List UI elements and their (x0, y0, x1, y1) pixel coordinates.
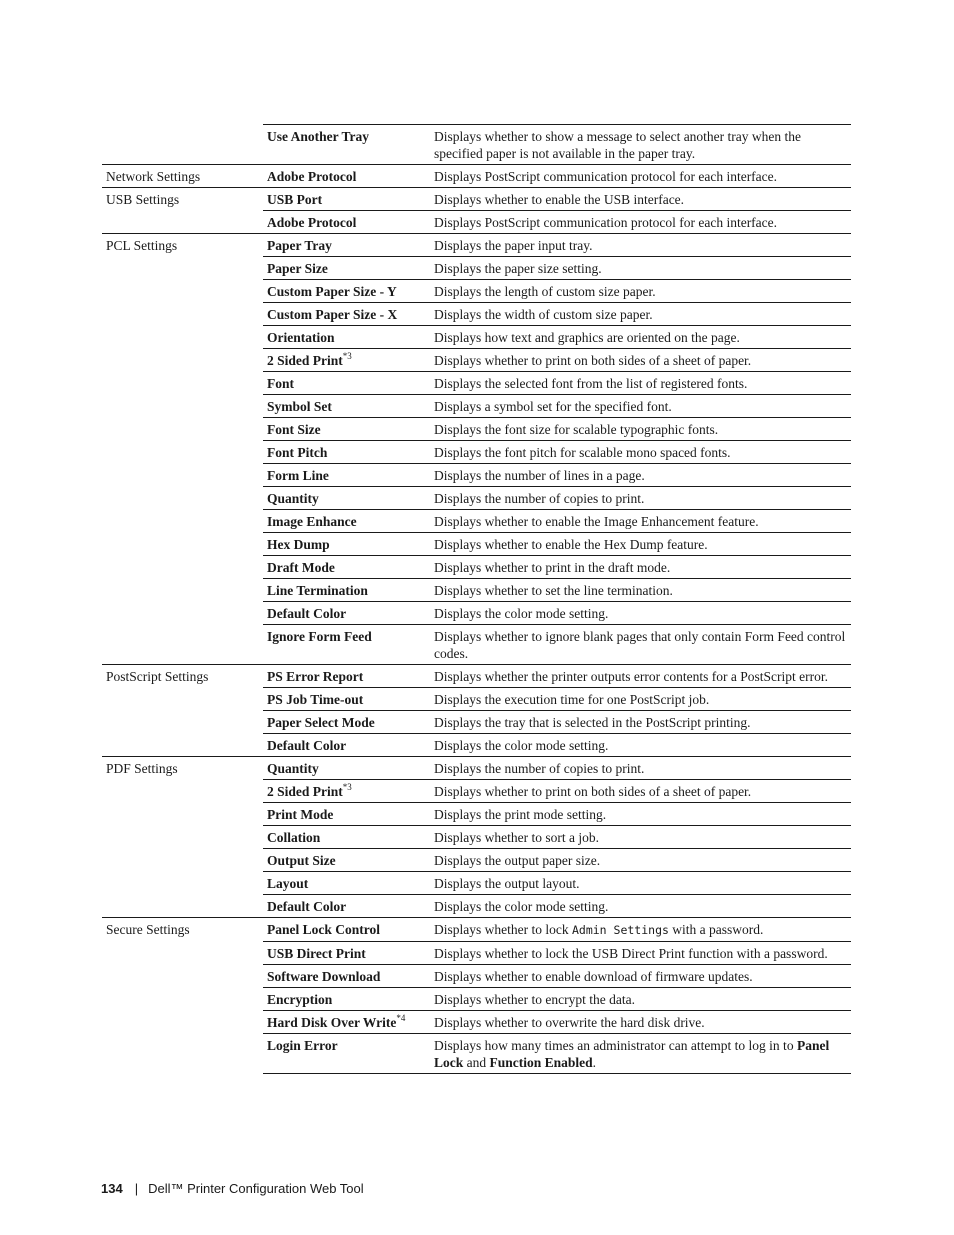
setting-item-cell (263, 326, 430, 349)
setting-item-label: Ignore Form Feed (267, 629, 372, 644)
setting-item-label: Image Enhance (267, 514, 357, 529)
footer-separator: | (134, 1181, 139, 1196)
table-row (102, 188, 851, 211)
table-row (102, 895, 851, 918)
setting-description-cell: Displays whether to show a message to select another tray when the specified paper is not available in the paper tray. (430, 125, 851, 165)
setting-item-label: Quantity (267, 491, 319, 506)
setting-item-cell (263, 533, 430, 556)
setting-description-cell: Displays the number of copies to print. (430, 487, 851, 510)
setting-group-cell (102, 1011, 263, 1034)
setting-group-cell (102, 441, 263, 464)
table-row (102, 918, 851, 942)
setting-description-cell: Displays PostScript communication protocol for each interface. (430, 165, 851, 188)
setting-description-cell: Displays whether to encrypt the data. (430, 988, 851, 1011)
setting-group-cell (102, 395, 263, 418)
table-row (102, 464, 851, 487)
setting-item-label: PS Error Report (267, 669, 364, 684)
setting-item-label: Quantity (267, 761, 319, 776)
setting-description-cell: Displays the color mode setting. (430, 734, 851, 757)
setting-item-label: Font Size (267, 422, 321, 437)
setting-item-label: Default Color (267, 606, 347, 621)
setting-group-cell: USB Settings (102, 188, 263, 211)
table-row (102, 734, 851, 757)
setting-description-cell: Displays whether to enable the Hex Dump feature. (430, 533, 851, 556)
setting-description-cell: Displays the paper input tray. (430, 234, 851, 257)
emphasis-text: Function Enabled (489, 1055, 593, 1070)
description-text: Displays whether to lock (434, 922, 572, 937)
setting-description-cell (430, 1034, 851, 1074)
setting-group-cell (102, 464, 263, 487)
setting-description-cell: Displays the output layout. (430, 872, 851, 895)
setting-description-cell: Displays the selected font from the list of registered fonts. (430, 372, 851, 395)
setting-item-cell (263, 780, 430, 803)
setting-description-cell: Displays how text and graphics are oriented on the page. (430, 326, 851, 349)
setting-item-label: Adobe Protocol (267, 169, 357, 184)
code-text: Admin Settings (571, 923, 669, 937)
setting-item-label: Custom Paper Size - Y (267, 284, 397, 299)
table-row (102, 125, 851, 165)
setting-item-label: Use Another Tray (267, 129, 370, 144)
setting-item-cell (263, 688, 430, 711)
footer-title: Dell™ Printer Configuration Web Tool (148, 1181, 364, 1196)
setting-group-cell (102, 487, 263, 510)
table-row (102, 257, 851, 280)
table-row (102, 757, 851, 780)
setting-description-cell: Displays the number of copies to print. (430, 757, 851, 780)
setting-group-cell (102, 711, 263, 734)
setting-item-cell (263, 826, 430, 849)
setting-item-cell (263, 965, 430, 988)
table-row (102, 988, 851, 1011)
table-row (102, 395, 851, 418)
setting-item-cell (263, 734, 430, 757)
table-row (102, 688, 851, 711)
setting-item-cell (263, 1011, 430, 1034)
setting-group-cell (102, 510, 263, 533)
setting-group-cell: Secure Settings (102, 918, 263, 942)
setting-description-cell: Displays the color mode setting. (430, 895, 851, 918)
setting-item-label: Collation (267, 830, 321, 845)
setting-description-cell: Displays whether the printer outputs error contents for a PostScript error. (430, 665, 851, 688)
setting-item-cell (263, 579, 430, 602)
table-row (102, 1011, 851, 1034)
setting-description-cell: Displays the color mode setting. (430, 602, 851, 625)
setting-item-cell (263, 303, 430, 326)
setting-item-label: Draft Mode (267, 560, 335, 575)
setting-item-label: Form Line (267, 468, 329, 483)
setting-item-cell (263, 803, 430, 826)
setting-item-cell (263, 711, 430, 734)
setting-item-label: Symbol Set (267, 399, 332, 414)
setting-group-cell (102, 942, 263, 965)
setting-description-cell: Displays the length of custom size paper. (430, 280, 851, 303)
setting-description-cell: Displays whether to sort a job. (430, 826, 851, 849)
setting-description-cell: Displays the output paper size. (430, 849, 851, 872)
setting-description-cell: Displays the font size for scalable typographic fonts. (430, 418, 851, 441)
table-row (102, 665, 851, 688)
table-row (102, 803, 851, 826)
setting-group-cell (102, 625, 263, 665)
setting-item-cell (263, 441, 430, 464)
setting-item-label: Panel Lock Control (267, 922, 381, 937)
setting-group-cell (102, 326, 263, 349)
table-row (102, 510, 851, 533)
setting-group-cell (102, 280, 263, 303)
setting-description-cell: Displays the width of custom size paper. (430, 303, 851, 326)
setting-item-cell (263, 372, 430, 395)
table-row (102, 303, 851, 326)
setting-group-cell (102, 965, 263, 988)
table-row (102, 349, 851, 372)
setting-group-cell (102, 734, 263, 757)
setting-description-cell: Displays the print mode setting. (430, 803, 851, 826)
setting-item-cell (263, 349, 430, 372)
setting-description-cell: Displays the number of lines in a page. (430, 464, 851, 487)
setting-group-cell (102, 895, 263, 918)
setting-item-cell (263, 556, 430, 579)
setting-description-cell: Displays whether to enable the USB interface. (430, 188, 851, 211)
setting-item-cell (263, 849, 430, 872)
setting-group-cell (102, 602, 263, 625)
setting-description-cell: Displays PostScript communication protocol for each interface. (430, 211, 851, 234)
setting-item-cell (263, 510, 430, 533)
setting-item-label: Line Termination (267, 583, 368, 598)
table-row (102, 711, 851, 734)
setting-group-cell (102, 826, 263, 849)
setting-description-cell: Displays whether to enable download of firmware updates. (430, 965, 851, 988)
setting-description-cell: Displays a symbol set for the specified font. (430, 395, 851, 418)
table-row (102, 942, 851, 965)
table-row (102, 849, 851, 872)
setting-item-label: Font (267, 376, 294, 391)
setting-item-cell (263, 395, 430, 418)
setting-group-cell (102, 372, 263, 395)
setting-item-cell (263, 942, 430, 965)
setting-item-label: Encryption (267, 992, 333, 1007)
setting-item-label: Adobe Protocol (267, 215, 357, 230)
setting-group-cell (102, 418, 263, 441)
setting-item-cell (263, 188, 430, 211)
description-text: Displays how many times an administrator can attempt to log in to (434, 1038, 797, 1053)
setting-group-cell (102, 688, 263, 711)
setting-group-cell: PDF Settings (102, 757, 263, 780)
emphasis-text: Panel Lock (434, 1038, 830, 1070)
table-row (102, 965, 851, 988)
setting-item-label: Paper Tray (267, 238, 332, 253)
setting-group-cell (102, 872, 263, 895)
table-row (102, 579, 851, 602)
settings-table (102, 124, 851, 1074)
setting-description-cell: Displays the execution time for one PostScript job. (430, 688, 851, 711)
setting-description-cell: Displays whether to enable the Image Enhancement feature. (430, 510, 851, 533)
setting-description-cell (430, 918, 851, 942)
setting-item-label: Font Pitch (267, 445, 328, 460)
setting-item-cell (263, 234, 430, 257)
setting-group-cell (102, 211, 263, 234)
description-text: with a password. (668, 922, 764, 937)
setting-description-cell: Displays whether to lock the USB Direct Print function with a password. (430, 942, 851, 965)
setting-item-label: Custom Paper Size - X (267, 307, 398, 322)
setting-item-cell (263, 665, 430, 688)
table-row (102, 826, 851, 849)
setting-group-cell (102, 125, 263, 165)
setting-group-cell: PostScript Settings (102, 665, 263, 688)
setting-group-cell (102, 303, 263, 326)
table-row (102, 165, 851, 188)
setting-item-cell (263, 418, 430, 441)
setting-group-cell (102, 556, 263, 579)
table-row (102, 326, 851, 349)
setting-item-cell (263, 464, 430, 487)
setting-item-cell (263, 1034, 430, 1074)
setting-item-cell (263, 602, 430, 625)
setting-item-cell (263, 918, 430, 942)
setting-description-cell: Displays whether to print on both sides of a sheet of paper. (430, 349, 851, 372)
setting-group-cell (102, 533, 263, 556)
setting-description-cell: Displays the tray that is selected in the PostScript printing. (430, 711, 851, 734)
setting-item-label: Orientation (267, 330, 335, 345)
footnote-marker: *3 (342, 351, 352, 361)
table-row (102, 1034, 851, 1074)
setting-item-label: Hex Dump (267, 537, 330, 552)
description-text: and (463, 1055, 490, 1070)
setting-item-label: Hard Disk Over Write (267, 1015, 397, 1030)
setting-item-label: USB Direct Print (267, 946, 366, 961)
setting-item-label: Default Color (267, 738, 347, 753)
setting-group-cell (102, 780, 263, 803)
table-row (102, 280, 851, 303)
table-row (102, 418, 851, 441)
setting-item-label: Login Error (267, 1038, 338, 1053)
setting-item-cell (263, 257, 430, 280)
setting-description-cell: Displays whether to set the line termination. (430, 579, 851, 602)
setting-item-cell (263, 895, 430, 918)
setting-item-label: Output Size (267, 853, 336, 868)
setting-description-cell: Displays the font pitch for scalable mono spaced fonts. (430, 441, 851, 464)
setting-item-label: Paper Size (267, 261, 328, 276)
table-row (102, 602, 851, 625)
footnote-marker: *3 (342, 782, 352, 792)
setting-item-label: Print Mode (267, 807, 334, 822)
setting-description-cell: Displays whether to print on both sides of a sheet of paper. (430, 780, 851, 803)
table-body (102, 125, 851, 1074)
table-row (102, 372, 851, 395)
table-row (102, 441, 851, 464)
setting-item-label: 2 Sided Print (267, 784, 343, 799)
setting-group-cell (102, 1034, 263, 1074)
table-row (102, 533, 851, 556)
setting-item-label: PS Job Time-out (267, 692, 364, 707)
setting-item-label: Paper Select Mode (267, 715, 375, 730)
setting-item-cell (263, 988, 430, 1011)
setting-group-cell (102, 579, 263, 602)
footnote-marker: *4 (396, 1013, 406, 1023)
page-footer (101, 1181, 364, 1196)
setting-item-cell (263, 125, 430, 165)
setting-description-cell: Displays the paper size setting. (430, 257, 851, 280)
setting-item-cell (263, 280, 430, 303)
table-row (102, 625, 851, 665)
setting-item-label: 2 Sided Print (267, 353, 343, 368)
setting-item-label: Software Download (267, 969, 381, 984)
setting-group-cell (102, 849, 263, 872)
setting-item-cell (263, 487, 430, 510)
table-row (102, 234, 851, 257)
setting-item-cell (263, 872, 430, 895)
table-row (102, 780, 851, 803)
setting-item-cell (263, 625, 430, 665)
table-row (102, 211, 851, 234)
setting-item-label: USB Port (267, 192, 323, 207)
setting-item-cell (263, 757, 430, 780)
setting-item-cell (263, 165, 430, 188)
setting-description-cell: Displays whether to print in the draft mode. (430, 556, 851, 579)
setting-group-cell (102, 988, 263, 1011)
setting-group-cell: Network Settings (102, 165, 263, 188)
table-row (102, 872, 851, 895)
table-row (102, 487, 851, 510)
description-text: . (592, 1055, 597, 1070)
table-row (102, 556, 851, 579)
setting-description-cell: Displays whether to ignore blank pages that only contain Form Feed control codes. (430, 625, 851, 665)
setting-item-label: Layout (267, 876, 309, 891)
setting-group-cell (102, 349, 263, 372)
setting-group-cell: PCL Settings (102, 234, 263, 257)
setting-group-cell (102, 803, 263, 826)
setting-description-cell: Displays whether to overwrite the hard disk drive. (430, 1011, 851, 1034)
setting-item-cell (263, 211, 430, 234)
page-number: 134 (101, 1181, 123, 1196)
setting-item-label: Default Color (267, 899, 347, 914)
setting-group-cell (102, 257, 263, 280)
